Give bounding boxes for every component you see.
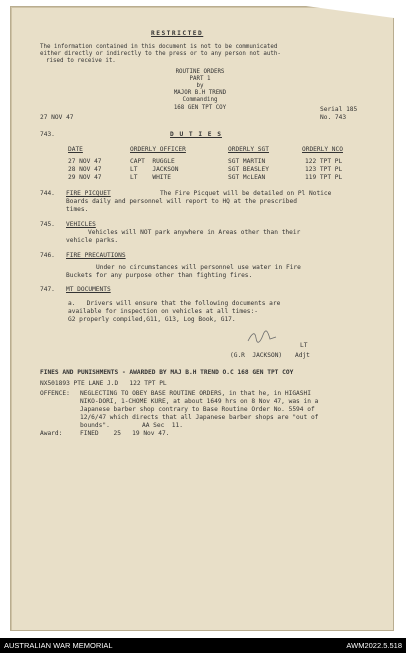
duties-col-officer: ORDERLY OFFICER (130, 146, 186, 153)
signature-rank: LT (300, 342, 308, 349)
item-745-heading: VEHICLES (66, 221, 96, 228)
notice-line-3: rised to receive it. (46, 58, 116, 64)
title-line-2: PART 1 (189, 76, 211, 82)
duties-row-3-sgt: SGT McLEAN (228, 174, 266, 181)
offence-label: OFFENCE: (40, 390, 70, 397)
order-date: 27 NOV 47 (40, 114, 74, 121)
item-744-line-3: times. (66, 206, 89, 213)
duties-heading: D U T I E S (170, 131, 222, 138)
item-747-number: 747. (40, 286, 55, 293)
title-line-4: MAJOR B.H TREND (173, 90, 227, 96)
item-745-line-1: Vehicles will NOT park anywhere in Areas other than their (88, 229, 301, 236)
offence-line-3: Japanese barber shop contrary to Base Routine Order No. 5594 of (80, 406, 315, 413)
award-value: FINED 25 19 Nov 47. (80, 430, 170, 437)
duties-row-2-officer: LT JACKSON (130, 166, 179, 173)
offence-line-6: AA Sec 11. (142, 422, 183, 429)
serial-number: Serial 185 (320, 106, 358, 113)
notice-line-1: The information contained in this document is not to be communicated (40, 44, 278, 50)
duties-row-1-sgt: SGT MARTIN (228, 158, 266, 165)
duties-row-2-sgt: SGT BEASLEY (228, 166, 269, 173)
duties-row-3-nco: 119 TPT PL (305, 174, 343, 181)
item-744-line-1: The Fire Picquet will be detailed on Pl Notice (160, 190, 332, 197)
duties-row-1-officer: CAPT RUGGLE (130, 158, 175, 165)
folded-corner (306, 6, 394, 18)
title-line-3: by (196, 83, 204, 89)
offence-line-4: 12/6/47 which directs that all Japanese barber shops are "out of (80, 414, 319, 421)
item-747-line-1: a. Drivers will ensure that the following documents are (68, 300, 281, 307)
item-744-line-2: Boards daily and personnel will report to HQ at the prescribed (66, 198, 297, 205)
signature-name: (G.R JACKSON) (230, 352, 283, 359)
item-744-heading: FIRE PICQUET (66, 190, 111, 197)
duties-row-2-date: 28 NOV 47 (68, 166, 102, 173)
offence-line-1: NEGLECTING TO OBEY BASE ROUTINE ORDERS, in that he, in HIGASHI (80, 390, 311, 397)
item-744-number: 744. (40, 190, 55, 197)
signature-appointment: Adjt (295, 352, 310, 359)
item-747-line-2: available for inspection on vehicles at all times:- (68, 308, 258, 315)
item-746-number: 746. (40, 252, 55, 259)
order-number: No. 743 (320, 114, 347, 121)
item-743-number: 743. (40, 131, 55, 138)
duties-col-date: DATE (68, 146, 83, 153)
duties-row-3-date: 29 NOV 47 (68, 174, 102, 181)
item-747-line-3: G2 properly compiled,G11, G13, Log Book, G17. (68, 316, 236, 323)
handwritten-signature (246, 329, 278, 345)
duties-row-2-nco: 123 TPT PL (305, 166, 343, 173)
item-746-line-2: Buckets for any purpose other than fighting fires. (66, 272, 253, 279)
title-line-6: 168 GEN TPT COY (173, 105, 227, 111)
item-746-line-1: Under no circumstances will personnel use water in Fire (96, 264, 301, 271)
duties-row-1-date: 27 NOV 47 (68, 158, 102, 165)
fines-heading: FINES AND PUNISHMENTS - AWARDED BY MAJ B.H TREND O.C 168 GEN TPT COY (40, 369, 294, 376)
duties-col-nco: ORDERLY NCO (302, 146, 343, 153)
item-745-line-2: vehicle parks. (66, 237, 119, 244)
fines-subject: NX501893 PTE LANE J.D 122 TPT PL (40, 380, 167, 387)
offence-line-5: bounds". (80, 422, 110, 429)
archive-footer (0, 638, 406, 653)
footer-institution: AUSTRALIAN WAR MEMORIAL (4, 641, 113, 650)
title-line-5: Commanding (182, 97, 218, 103)
notice-line-2: either directly or indirectly to the press or to any person not auth- (40, 51, 281, 57)
item-747-heading: MT DOCUMENTS (66, 286, 111, 293)
item-745-number: 745. (40, 221, 55, 228)
item-746-heading: FIRE PRECAUTIONS (66, 252, 126, 259)
offence-line-2: NIKO-DORI, 1-CHOME KURE, at about 1649 hrs on 8 Nov 47, was in a (80, 398, 319, 405)
footer-reference: AWM2022.5.518 (346, 641, 402, 650)
award-label: Award: (40, 430, 63, 437)
classification-heading: RESTRICTED (151, 30, 204, 37)
title-line-1: ROUTINE ORDERS (175, 69, 225, 75)
duties-row-3-officer: LT WHITE (130, 174, 171, 181)
duties-row-1-nco: 122 TPT PL (305, 158, 343, 165)
duties-col-sgt: ORDERLY SGT (228, 146, 269, 153)
